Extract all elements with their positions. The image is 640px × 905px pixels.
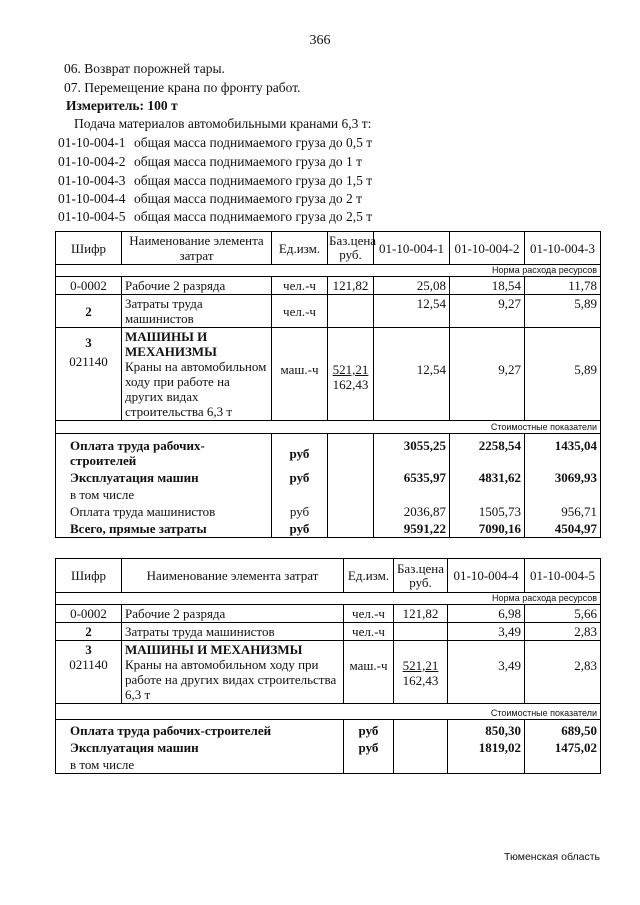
cost-value: 956,71: [525, 503, 601, 520]
header-unit: Ед.изм.: [344, 559, 394, 593]
norm-label: Норма расхода ресурсов: [56, 593, 601, 605]
row-value: 9,27: [450, 295, 525, 328]
item-desc: общая масса поднимаемого груза до 1 т: [134, 154, 363, 169]
row-price: 162,43: [402, 673, 439, 688]
row-code: 2: [56, 623, 122, 641]
table-row: [56, 277, 601, 295]
row-code: 3: [85, 335, 92, 350]
cost-value: 4831,62: [450, 469, 525, 486]
header-unit: Ед.изм.: [272, 232, 328, 265]
cost-unit: руб: [344, 720, 394, 740]
row-unit: чел.-ч: [344, 605, 394, 623]
header-price: Баз.цена руб.: [394, 559, 448, 593]
row-value: 3,49: [448, 641, 525, 704]
intro-line-2: 07. Перемещение крана по фронту работ.: [64, 80, 301, 95]
intro-title: Подача материалов автомобильными кранами 6,3 т:: [74, 116, 372, 131]
cost-unit: руб: [344, 739, 394, 756]
header-col1: 01-10-004-1: [374, 232, 450, 265]
cost-row: [56, 739, 601, 756]
cost-row: [56, 720, 601, 740]
section-row: [56, 421, 601, 434]
section-row: [56, 704, 601, 720]
cost-value: 7090,16: [450, 520, 525, 538]
table-row: [56, 605, 601, 623]
table-row: [56, 295, 601, 328]
row-unit: маш.-ч: [272, 328, 328, 421]
table-row: [56, 623, 601, 641]
row-value: 12,54: [374, 328, 450, 421]
cost-value: 2258,54: [450, 434, 525, 470]
cost-name: в том числе: [56, 756, 344, 774]
cost-value: 850,30: [448, 720, 525, 740]
row-code: 2: [56, 295, 122, 328]
row-unit: маш.-ч: [344, 641, 394, 704]
page-number: 366: [309, 33, 331, 48]
item-code: 01-10-004-1: [58, 135, 126, 150]
item-code: 01-10-004-5: [58, 209, 126, 224]
header-col3: 01-10-004-3: [525, 232, 601, 265]
measure-line: Измеритель: 100 т: [66, 98, 178, 113]
row-price: 121,82: [394, 605, 448, 623]
cost-row: [56, 520, 601, 538]
row-value: 5,89: [525, 328, 601, 421]
cost-unit: руб: [272, 520, 328, 538]
row-unit: чел.-ч: [272, 277, 328, 295]
row-unit: чел.-ч: [272, 295, 328, 328]
row-code: 021140: [69, 354, 108, 369]
row-value: 2,83: [525, 641, 601, 704]
row-value: 6,98: [448, 605, 525, 623]
cost-unit: руб: [272, 434, 328, 470]
cost-value: 689,50: [525, 720, 601, 740]
cost-unit: руб: [272, 469, 328, 486]
row-value: 5,66: [525, 605, 601, 623]
cost-name: Оплата труда машинистов: [56, 503, 272, 520]
norm-label: Норма расхода ресурсов: [56, 265, 601, 277]
table-header-row: [56, 559, 601, 593]
cost-row: [56, 486, 601, 503]
cost-value: 4504,97: [525, 520, 601, 538]
header-code: Шифр: [56, 559, 122, 593]
intro-item: [58, 135, 388, 154]
section-row: [56, 265, 601, 277]
item-code: 01-10-004-3: [58, 173, 126, 188]
cost-row: [56, 756, 601, 774]
item-code: 01-10-004-4: [58, 191, 126, 206]
cost-unit: руб: [272, 503, 328, 520]
header-col1: 01-10-004-4: [448, 559, 525, 593]
cost-name: Оплата труда рабочих-строителей: [56, 434, 272, 470]
cost-label: Стоимостные показатели: [56, 704, 601, 720]
item-desc: общая масса поднимаемого груза до 2 т: [134, 191, 363, 206]
section-row: [56, 593, 601, 605]
cost-value: 9591,22: [374, 520, 450, 538]
row-value: 11,78: [525, 277, 601, 295]
item-desc: общая масса поднимаемого груза до 1,5 т: [134, 173, 373, 188]
row-code: 021140: [69, 657, 108, 672]
cost-value: 1475,02: [525, 739, 601, 756]
item-desc: общая масса поднимаемого груза до 2,5 т: [134, 209, 373, 224]
row-name: МАШИНЫ И МЕХАНИЗМЫ: [125, 329, 217, 359]
intro-item: [58, 154, 388, 173]
cost-name: Оплата труда рабочих-строителей: [56, 720, 344, 740]
intro-item: [58, 209, 388, 228]
intro-item: [58, 191, 388, 210]
cost-value: 1505,73: [450, 503, 525, 520]
row-value: 2,83: [525, 623, 601, 641]
item-code: 01-10-004-2: [58, 154, 126, 169]
cost-name: в том числе: [56, 486, 272, 503]
table-header-row: [56, 232, 601, 265]
row-value: 3,49: [448, 623, 525, 641]
row-unit: чел.-ч: [344, 623, 394, 641]
row-code: 3: [85, 642, 92, 657]
row-value: 9,27: [450, 328, 525, 421]
row-name: Затраты труда машинистов: [122, 623, 344, 641]
cost-value: 3069,93: [525, 469, 601, 486]
cost-row: [56, 503, 601, 520]
intro-line-1: 06. Возврат порожней тары.: [64, 61, 225, 76]
intro-item: [58, 173, 388, 192]
cost-name: Эксплуатация машин: [56, 739, 344, 756]
row-name: Рабочие 2 разряда: [122, 605, 344, 623]
row-value: 25,08: [374, 277, 450, 295]
header-name: Наименование элемента затрат: [122, 559, 344, 593]
resource-table-1: [55, 231, 601, 538]
cost-value: 1435,04: [525, 434, 601, 470]
row-price: 162,43: [332, 377, 369, 392]
cost-label: Стоимостные показатели: [56, 421, 601, 434]
row-name: Краны на автомобильном ходу при работе на других видах строительства 6,3 т: [125, 657, 337, 702]
table-row: [56, 328, 601, 421]
row-name: Краны на автомобильном ходу при работе на других видах строительства 6,3 т: [125, 359, 267, 419]
cost-row: [56, 434, 601, 470]
header-col2: 01-10-004-2: [450, 232, 525, 265]
header-code: Шифр: [56, 232, 122, 265]
cost-value: 2036,87: [374, 503, 450, 520]
row-code: 0-0002: [56, 277, 122, 295]
cost-name: Эксплуатация машин: [56, 469, 272, 486]
cost-value: 3055,25: [374, 434, 450, 470]
header-price: Баз.цена руб.: [328, 232, 374, 265]
row-value: 18,54: [450, 277, 525, 295]
cost-row: [56, 469, 601, 486]
table-row: [56, 641, 601, 704]
header-col2: 01-10-004-5: [525, 559, 601, 593]
header-name: Наименование элемента затрат: [122, 232, 272, 265]
cost-name: Всего, прямые затраты: [56, 520, 272, 538]
row-value: 5,89: [525, 295, 601, 328]
row-price: 521,21: [332, 362, 369, 377]
footer-region: Тюменская область: [504, 851, 600, 863]
row-value: 12,54: [374, 295, 450, 328]
row-price: 521,21: [402, 658, 439, 673]
resource-table-2: [55, 558, 601, 774]
item-desc: общая масса поднимаемого груза до 0,5 т: [134, 135, 373, 150]
cost-value: 1819,02: [448, 739, 525, 756]
cost-value: 6535,97: [374, 469, 450, 486]
row-name: Рабочие 2 разряда: [122, 277, 272, 295]
row-name: Затраты труда машинистов: [122, 295, 272, 328]
row-price: 121,82: [328, 277, 374, 295]
row-code: 0-0002: [56, 605, 122, 623]
row-name: МАШИНЫ И МЕХАНИЗМЫ: [125, 642, 303, 657]
